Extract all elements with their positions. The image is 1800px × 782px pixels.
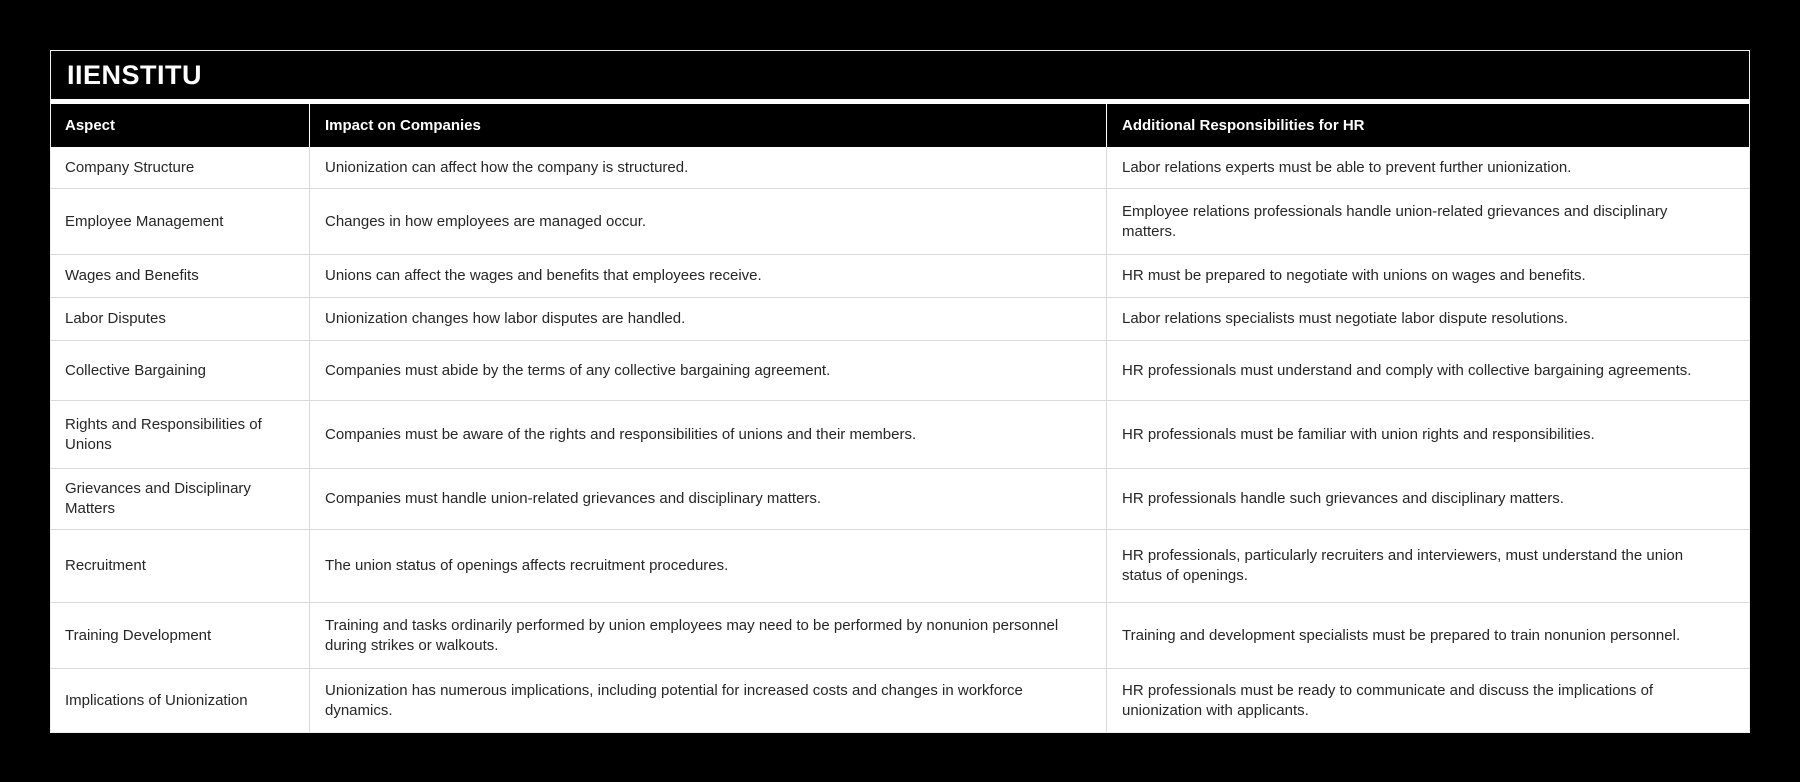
impact-text: Training and tasks ordinarily performed by union employees may need to be performed by nonunion personnel during strikes or walkouts. [325, 616, 1059, 654]
column-header-aspect-label: Aspect [65, 116, 116, 134]
column-header-hr-label: Additional Responsibilities for HR [1122, 116, 1365, 134]
impact-cell [309, 254, 1106, 297]
impact-text: Changes in how employees are managed occur. [325, 212, 647, 230]
aspect-text: Company Structure [65, 158, 195, 176]
iienstitu-table-card [50, 50, 1750, 733]
aspect-text: Collective Bargaining [65, 361, 206, 379]
aspect-text: Recruitment [65, 557, 146, 574]
hr-text: HR must be prepared to negotiate with unions on wages and benefits. [1122, 267, 1586, 284]
aspect-text: Rights and Responsibilities of Unions [65, 415, 262, 453]
aspect-cell [51, 668, 309, 732]
hr-cell [1106, 254, 1749, 297]
hr-text: Employee relations professionals handle union-related grievances and disciplinary matters. [1122, 202, 1668, 240]
impact-cell [309, 340, 1106, 400]
impact-text: Unions can affect the wages and benefits that employees receive. [325, 267, 762, 284]
aspect-text: Implications of Unionization [65, 691, 248, 709]
table-row [51, 468, 1749, 529]
hr-cell [1106, 668, 1749, 732]
column-header-impact-label: Impact on Companies [325, 116, 481, 134]
table-row [51, 297, 1749, 340]
impact-cell [309, 468, 1106, 529]
aspect-text: Grievances and Disciplinary Matters [65, 480, 251, 517]
hr-cell [1106, 468, 1749, 529]
aspect-cell [51, 188, 309, 254]
aspect-text: Training Development [65, 626, 212, 644]
impact-cell [309, 668, 1106, 732]
aspect-cell [51, 254, 309, 297]
hr-cell [1106, 188, 1749, 254]
aspect-cell [51, 297, 309, 340]
impact-text: Unionization has numerous implications, including potential for increased costs and changes in workforce dynamics. [325, 681, 1023, 719]
aspect-text: Labor Disputes [65, 310, 166, 327]
table-row [51, 254, 1749, 297]
hr-cell [1106, 340, 1749, 400]
hr-text: Labor relations specialists must negotiate labor dispute resolutions. [1122, 310, 1569, 327]
column-header-aspect [51, 104, 309, 147]
aspect-text: Wages and Benefits [65, 267, 199, 284]
aspect-cell [51, 529, 309, 602]
aspect-cell [51, 468, 309, 529]
impact-cell [309, 400, 1106, 468]
impact-cell [309, 297, 1106, 340]
impact-cell [309, 147, 1106, 188]
hr-cell [1106, 297, 1749, 340]
table-header-row [51, 104, 1749, 147]
table-row [51, 147, 1749, 188]
table-row [51, 668, 1749, 732]
impact-text: The union status of openings affects recruitment procedures. [325, 557, 729, 574]
hr-text: Labor relations experts must be able to prevent further unionization. [1122, 158, 1572, 176]
brand-title: IIENSTITU [67, 59, 203, 90]
aspect-cell [51, 147, 309, 188]
table-row [51, 188, 1749, 254]
table-body [51, 147, 1749, 732]
aspect-text: Employee Management [65, 212, 224, 230]
impact-cell [309, 188, 1106, 254]
impact-cell [309, 529, 1106, 602]
table-row [51, 529, 1749, 602]
aspect-cell [51, 400, 309, 468]
hr-text: HR professionals must be ready to communicate and discuss the implications of unionization with applicants. [1122, 681, 1654, 719]
brand-title-bar [51, 51, 1749, 99]
hr-cell [1106, 400, 1749, 468]
hr-cell [1106, 529, 1749, 602]
column-header-impact [309, 104, 1106, 147]
impact-text: Unionization changes how labor disputes are handled. [325, 310, 686, 327]
hr-text: Training and development specialists must be prepared to train nonunion personnel. [1122, 626, 1681, 644]
hr-cell [1106, 602, 1749, 668]
aspect-cell [51, 340, 309, 400]
hr-text: HR professionals must be familiar with union rights and responsibilities. [1122, 425, 1595, 443]
hr-text: HR professionals handle such grievances and disciplinary matters. [1122, 490, 1564, 507]
table-row [51, 602, 1749, 668]
impact-text: Companies must be aware of the rights and responsibilities of unions and their members. [325, 425, 917, 443]
hr-text: HR professionals, particularly recruiters and interviewers, must understand the union status of openings. [1122, 547, 1684, 584]
aspect-cell [51, 602, 309, 668]
impact-cell [309, 602, 1106, 668]
hr-cell [1106, 147, 1749, 188]
table-row [51, 400, 1749, 468]
column-header-hr [1106, 104, 1749, 147]
hr-text: HR professionals must understand and comply with collective bargaining agreements. [1122, 361, 1692, 379]
impact-text: Unionization can affect how the company is structured. [325, 158, 689, 176]
impact-text: Companies must handle union-related grievances and disciplinary matters. [325, 490, 822, 507]
impact-text: Companies must abide by the terms of any collective bargaining agreement. [325, 361, 831, 379]
table-row [51, 340, 1749, 400]
